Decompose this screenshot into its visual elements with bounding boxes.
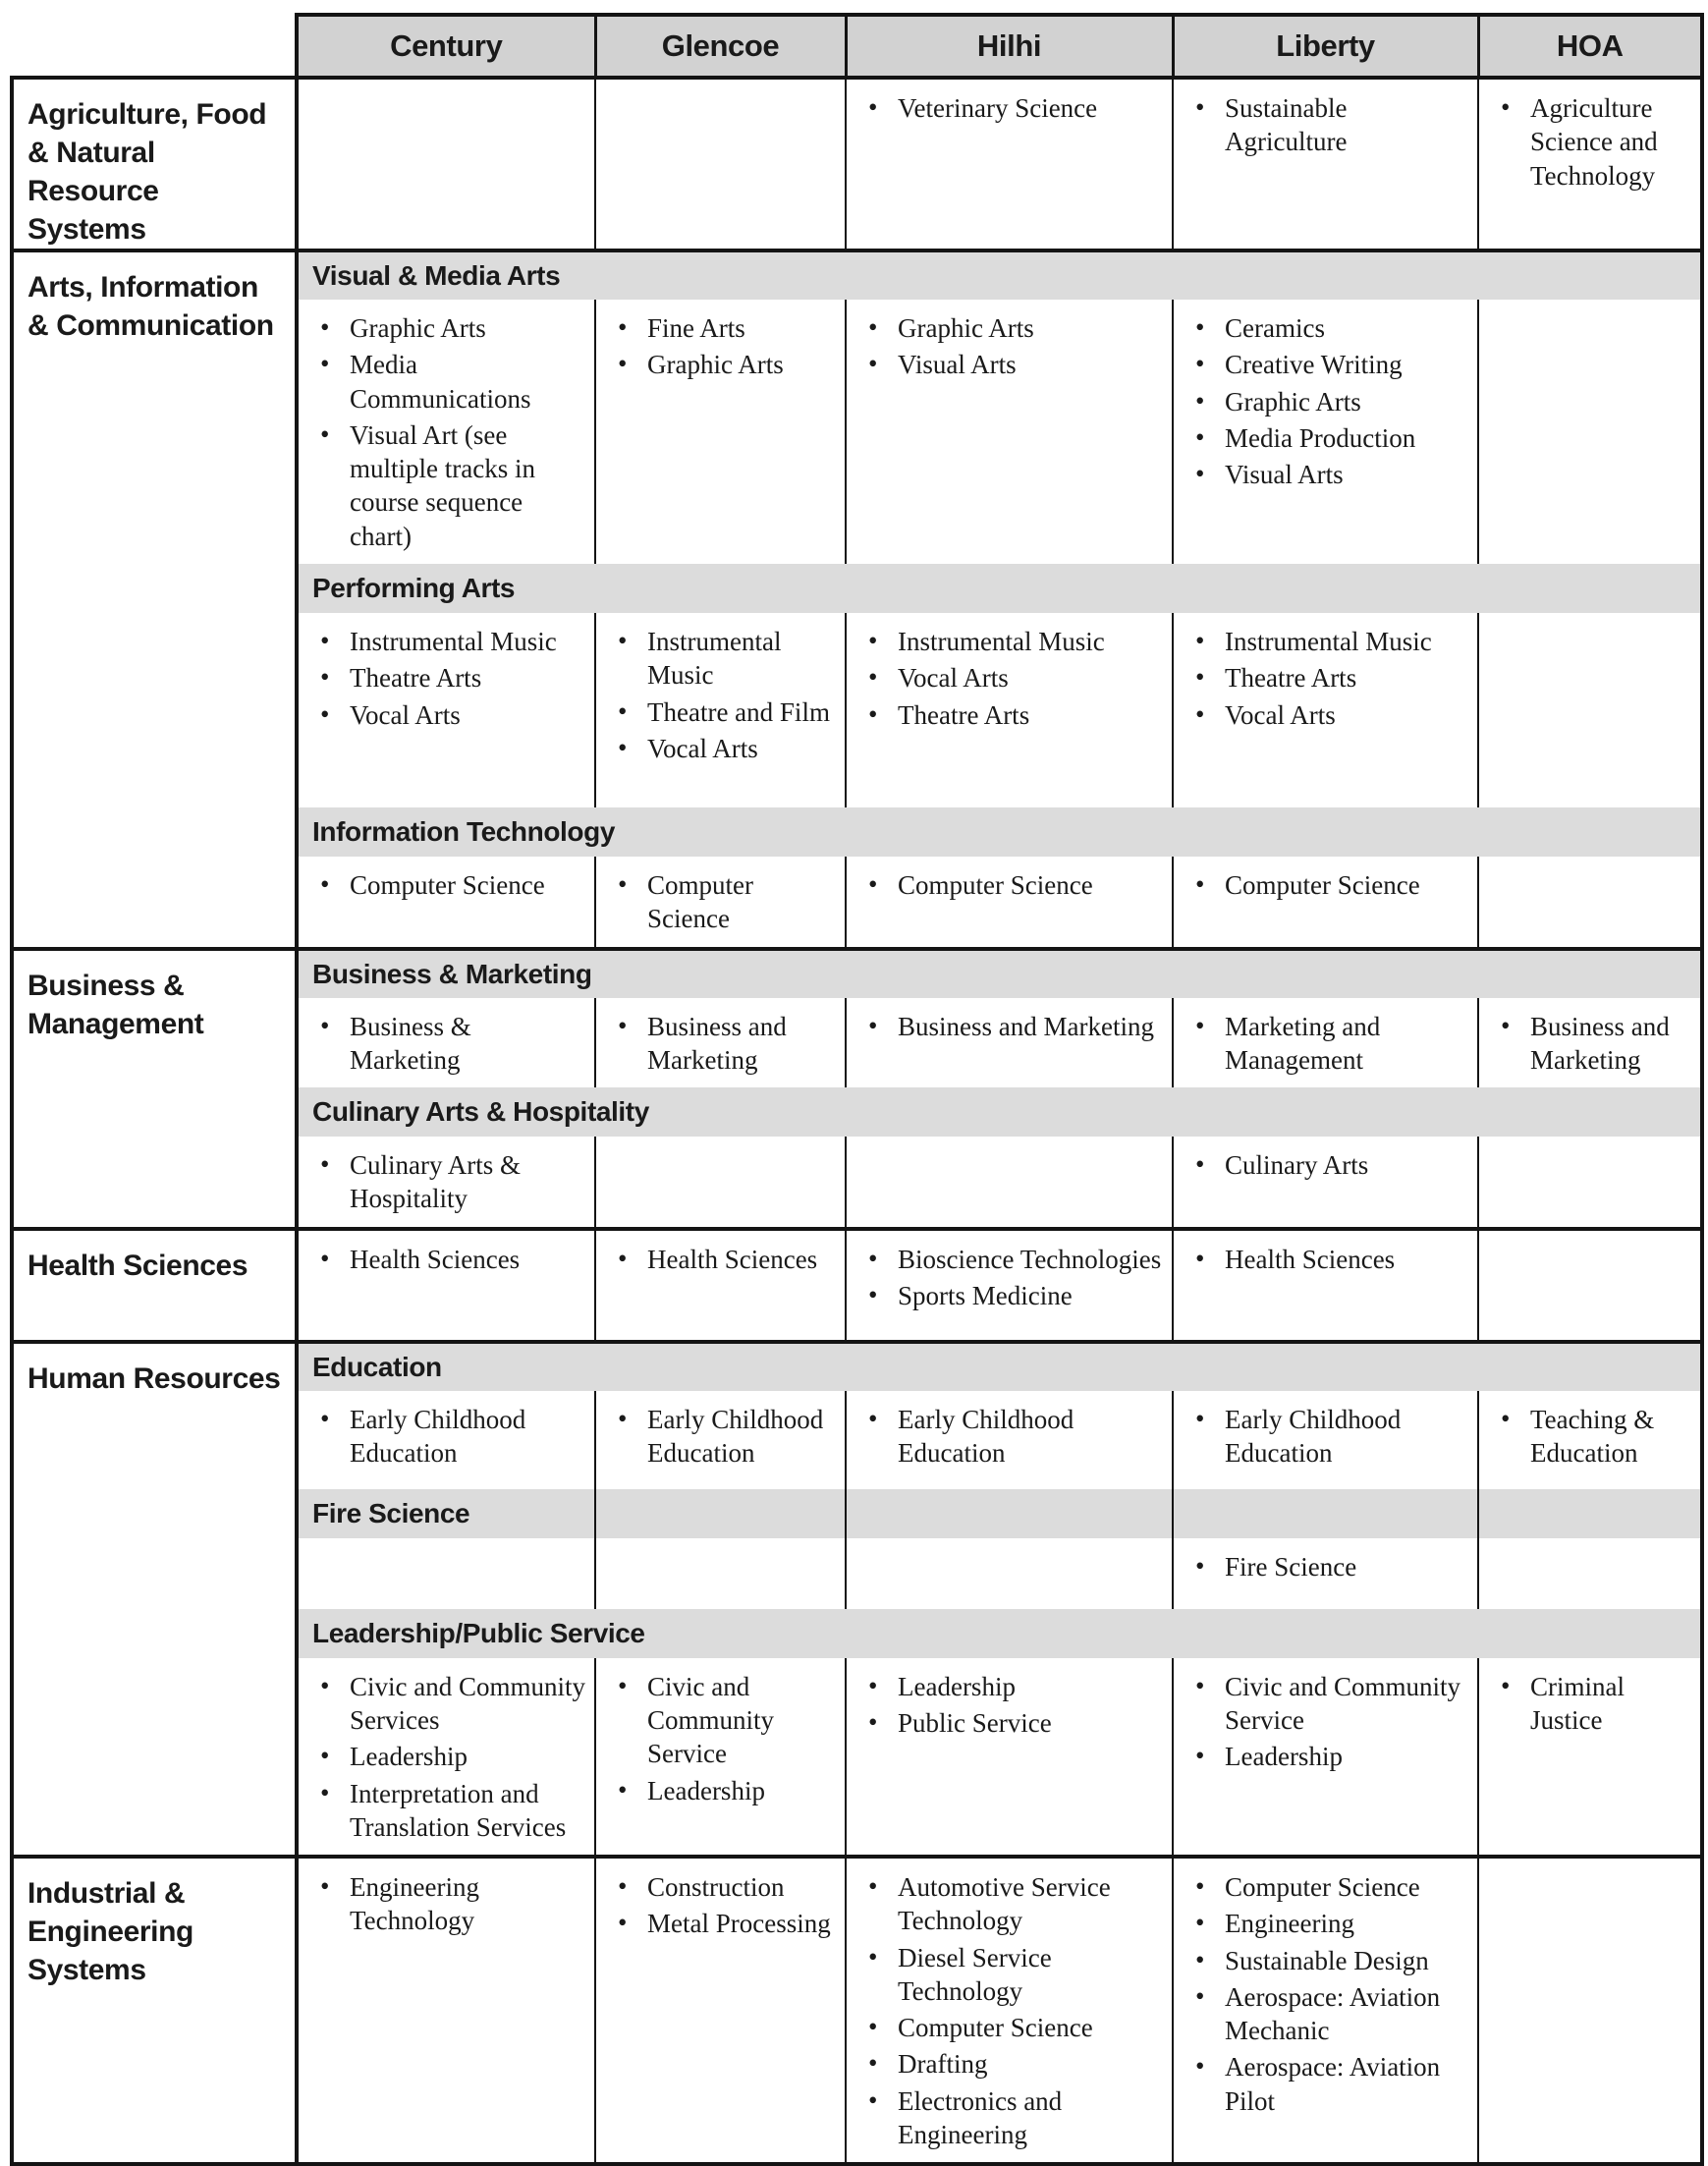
program-list bbox=[1174, 311, 1469, 491]
program-item: • Business and Marketing bbox=[596, 1010, 837, 1078]
program-item: • Metal Processing bbox=[596, 1907, 837, 1940]
program-item: • Theatre and Film bbox=[596, 695, 837, 729]
cell-agriculture-glencoe bbox=[595, 78, 846, 250]
program-list bbox=[596, 1403, 837, 1471]
program-list bbox=[1174, 1550, 1469, 1583]
program-item: • Instrumental Music bbox=[847, 625, 1164, 658]
program-item: • Early Childhood Education bbox=[847, 1403, 1164, 1471]
cell-bm-liberty bbox=[1173, 998, 1478, 1088]
cell-education-hilhi bbox=[846, 1391, 1173, 1489]
program-item: • Automotive Service Technology bbox=[847, 1870, 1164, 1938]
program-item: • Vocal Arts bbox=[299, 698, 586, 732]
cell-industrial-hilhi bbox=[846, 1857, 1173, 2164]
program-item: • Health Sciences bbox=[1174, 1243, 1469, 1276]
program-list bbox=[1479, 91, 1692, 193]
program-item: • Fine Arts bbox=[596, 311, 837, 345]
program-item: • Civic and Community Service bbox=[596, 1670, 837, 1771]
program-item: • Visual Art (see multiple tracks in course sequence chart) bbox=[299, 418, 586, 553]
cell-fire-glencoe bbox=[595, 1538, 846, 1609]
program-list bbox=[847, 311, 1164, 382]
cell-bm-hoa bbox=[1478, 998, 1702, 1088]
program-list bbox=[847, 625, 1164, 732]
program-list bbox=[299, 1010, 586, 1078]
corner-cell bbox=[12, 15, 297, 78]
program-item: • Engineering bbox=[1174, 1907, 1469, 1940]
program-item: • Graphic Arts bbox=[1174, 385, 1469, 418]
category-label-arts: Arts, Information & Communication bbox=[12, 250, 297, 949]
program-item: • Computer Science bbox=[1174, 868, 1469, 902]
column-header-century: Century bbox=[297, 15, 595, 78]
program-list bbox=[299, 1403, 586, 1471]
cte-programs-table bbox=[10, 13, 1704, 2166]
cell-culinary-liberty bbox=[1173, 1137, 1478, 1229]
subheader-leadership: Leadership/Public Service bbox=[297, 1609, 1702, 1658]
cell-health-hoa bbox=[1478, 1229, 1702, 1342]
program-list bbox=[847, 1243, 1164, 1313]
program-item: • Health Sciences bbox=[596, 1243, 837, 1276]
cell-pa-glencoe bbox=[595, 613, 846, 807]
cell-fire-hoa bbox=[1478, 1538, 1702, 1609]
cell-vma-glencoe bbox=[595, 300, 846, 564]
program-item: • Leadership bbox=[299, 1740, 586, 1773]
program-item: • Drafting bbox=[847, 2047, 1164, 2081]
program-item: • Culinary Arts & Hospitality bbox=[299, 1148, 586, 1216]
cell-fire-hilhi bbox=[846, 1538, 1173, 1609]
program-item: • Criminal Justice bbox=[1479, 1670, 1692, 1738]
program-item: • Sustainable Design bbox=[1174, 1944, 1469, 1977]
program-list bbox=[847, 1403, 1164, 1471]
header-row bbox=[12, 15, 1702, 78]
program-item: • Computer Science bbox=[596, 868, 837, 936]
cell-agriculture-hilhi bbox=[846, 78, 1173, 250]
cell-education-glencoe bbox=[595, 1391, 846, 1489]
cell-health-century bbox=[297, 1229, 595, 1342]
cell-industrial-glencoe bbox=[595, 1857, 846, 2164]
cell-it-glencoe bbox=[595, 857, 846, 949]
column-header-liberty: Liberty bbox=[1173, 15, 1478, 78]
section-agriculture-row bbox=[12, 78, 1702, 250]
program-item: • Civic and Community Services bbox=[299, 1670, 586, 1738]
subheader-row bbox=[12, 1342, 1702, 1391]
category-label-health: Health Sciences bbox=[12, 1229, 297, 1342]
program-list bbox=[299, 625, 586, 732]
subheader-fire-science-cell bbox=[595, 1489, 846, 1538]
program-list bbox=[299, 1148, 586, 1216]
program-list bbox=[596, 625, 837, 765]
program-item: • Media Communications bbox=[299, 348, 586, 416]
subheader-business-marketing: Business & Marketing bbox=[297, 949, 1702, 998]
program-item: • Sports Medicine bbox=[847, 1279, 1164, 1312]
program-item: • Theatre Arts bbox=[299, 661, 586, 694]
program-list bbox=[596, 1010, 837, 1078]
subheader-visual-media-arts: Visual & Media Arts bbox=[297, 250, 1702, 300]
program-item: • Aerospace: Aviation Pilot bbox=[1174, 2050, 1469, 2118]
cell-fire-liberty bbox=[1173, 1538, 1478, 1609]
program-item: • Instrumental Music bbox=[299, 625, 586, 658]
program-item: • Diesel Service Technology bbox=[847, 1941, 1164, 2009]
program-list bbox=[1174, 1403, 1469, 1471]
category-label-business: Business & Management bbox=[12, 949, 297, 1229]
program-list bbox=[847, 91, 1164, 125]
subheader-fire-science-cell bbox=[1173, 1489, 1478, 1538]
program-item: • Early Childhood Education bbox=[1174, 1403, 1469, 1471]
program-item: • Leadership bbox=[847, 1670, 1164, 1703]
program-item: • Electronics and Engineering bbox=[847, 2084, 1164, 2152]
program-list bbox=[299, 868, 586, 902]
program-item: • Ceramics bbox=[1174, 311, 1469, 345]
program-item: • Engineering Technology bbox=[299, 1870, 586, 1938]
cell-culinary-century bbox=[297, 1137, 595, 1229]
program-item: • Visual Arts bbox=[847, 348, 1164, 381]
program-item: • Instrumental Music bbox=[596, 625, 837, 693]
program-item: • Business and Marketing bbox=[1479, 1010, 1692, 1078]
program-item: • Visual Arts bbox=[1174, 458, 1469, 491]
program-item: • Bioscience Technologies bbox=[847, 1243, 1164, 1276]
program-list bbox=[596, 1870, 837, 1941]
program-item: • Leadership bbox=[596, 1774, 837, 1807]
subheader-fire-science-cell bbox=[846, 1489, 1173, 1538]
program-item: • Interpretation and Translation Services bbox=[299, 1777, 586, 1845]
subheader-fire-science-cell bbox=[1478, 1489, 1702, 1538]
program-item: • Business & Marketing bbox=[299, 1010, 586, 1078]
category-label-agriculture: Agriculture, Food & Natural Resource Systems bbox=[12, 78, 297, 250]
program-item: • Creative Writing bbox=[1174, 348, 1469, 381]
subheader-education: Education bbox=[297, 1342, 1702, 1391]
program-item: • Agriculture Science and Technology bbox=[1479, 91, 1692, 193]
program-list bbox=[299, 1243, 586, 1276]
program-item: • Business and Marketing bbox=[847, 1010, 1164, 1043]
program-list bbox=[1174, 91, 1469, 159]
program-list bbox=[596, 311, 837, 382]
program-list bbox=[596, 1670, 837, 1807]
cell-industrial-century bbox=[297, 1857, 595, 2164]
cell-pa-liberty bbox=[1173, 613, 1478, 807]
cell-leadership-century bbox=[297, 1658, 595, 1857]
cell-pa-century bbox=[297, 613, 595, 807]
cell-education-century bbox=[297, 1391, 595, 1489]
subheader-performing-arts: Performing Arts bbox=[297, 564, 1702, 613]
program-item: • Instrumental Music bbox=[1174, 625, 1469, 658]
program-item: • Theatre Arts bbox=[1174, 661, 1469, 694]
program-list bbox=[1174, 1148, 1469, 1182]
cell-it-liberty bbox=[1173, 857, 1478, 949]
subheader-fire-science: Fire Science bbox=[297, 1489, 595, 1538]
program-list bbox=[1479, 1670, 1692, 1738]
program-list bbox=[1479, 1403, 1692, 1471]
program-list bbox=[847, 1870, 1164, 2151]
program-list bbox=[299, 1870, 586, 1938]
cell-leadership-hoa bbox=[1478, 1658, 1702, 1857]
program-item: • Computer Science bbox=[1174, 1870, 1469, 1904]
cell-vma-liberty bbox=[1173, 300, 1478, 564]
subheader-information-technology: Information Technology bbox=[297, 807, 1702, 857]
cell-it-hilhi bbox=[846, 857, 1173, 949]
cell-pa-hoa bbox=[1478, 613, 1702, 807]
cell-culinary-hilhi bbox=[846, 1137, 1173, 1229]
cell-education-hoa bbox=[1478, 1391, 1702, 1489]
program-item: • Marketing and Management bbox=[1174, 1010, 1469, 1078]
cell-pa-hilhi bbox=[846, 613, 1173, 807]
cell-fire-century bbox=[297, 1538, 595, 1609]
program-item: • Veterinary Science bbox=[847, 91, 1164, 125]
cell-agriculture-liberty bbox=[1173, 78, 1478, 250]
program-list bbox=[1174, 1870, 1469, 2118]
cell-vma-hoa bbox=[1478, 300, 1702, 564]
program-item: • Construction bbox=[596, 1870, 837, 1904]
program-item: • Health Sciences bbox=[299, 1243, 586, 1276]
program-list bbox=[299, 1670, 586, 1844]
program-item: • Fire Science bbox=[1174, 1550, 1469, 1583]
program-item: • Theatre Arts bbox=[847, 698, 1164, 732]
column-header-hilhi: Hilhi bbox=[846, 15, 1173, 78]
program-item: • Public Service bbox=[847, 1706, 1164, 1740]
cell-health-glencoe bbox=[595, 1229, 846, 1342]
program-list bbox=[847, 1670, 1164, 1741]
category-label-human-resources: Human Resources bbox=[12, 1342, 297, 1857]
cell-culinary-glencoe bbox=[595, 1137, 846, 1229]
program-item: • Early Childhood Education bbox=[299, 1403, 586, 1471]
program-item: • Computer Science bbox=[847, 868, 1164, 902]
program-list bbox=[847, 1010, 1164, 1043]
section-industrial-row bbox=[12, 1857, 1702, 2164]
cell-agriculture-century bbox=[297, 78, 595, 250]
cell-vma-hilhi bbox=[846, 300, 1173, 564]
program-item: • Graphic Arts bbox=[299, 311, 586, 345]
program-item: • Media Production bbox=[1174, 421, 1469, 455]
subheader-culinary: Culinary Arts & Hospitality bbox=[297, 1087, 1702, 1137]
column-header-glencoe: Glencoe bbox=[595, 15, 846, 78]
program-list bbox=[1174, 868, 1469, 902]
program-item: • Computer Science bbox=[847, 2011, 1164, 2044]
program-item: • Computer Science bbox=[299, 868, 586, 902]
program-list bbox=[596, 1243, 837, 1276]
cell-culinary-hoa bbox=[1478, 1137, 1702, 1229]
program-item: • Vocal Arts bbox=[847, 661, 1164, 694]
program-item: • Sustainable Agriculture bbox=[1174, 91, 1469, 159]
category-label-industrial: Industrial & Engineering Systems bbox=[12, 1857, 297, 2164]
cell-vma-century bbox=[297, 300, 595, 564]
cell-industrial-liberty bbox=[1173, 1857, 1478, 2164]
cell-leadership-glencoe bbox=[595, 1658, 846, 1857]
program-list bbox=[299, 311, 586, 553]
program-item: • Leadership bbox=[1174, 1740, 1469, 1773]
cell-industrial-hoa bbox=[1478, 1857, 1702, 2164]
program-item: • Graphic Arts bbox=[596, 348, 837, 381]
program-item: • Teaching & Education bbox=[1479, 1403, 1692, 1471]
cell-health-hilhi bbox=[846, 1229, 1173, 1342]
program-list bbox=[1174, 625, 1469, 732]
cell-it-century bbox=[297, 857, 595, 949]
cell-leadership-hilhi bbox=[846, 1658, 1173, 1857]
cell-health-liberty bbox=[1173, 1229, 1478, 1342]
program-item: • Aerospace: Aviation Mechanic bbox=[1174, 1980, 1469, 2048]
cell-leadership-liberty bbox=[1173, 1658, 1478, 1857]
program-list bbox=[847, 868, 1164, 902]
section-health-row bbox=[12, 1229, 1702, 1342]
program-list bbox=[1174, 1010, 1469, 1078]
subheader-row bbox=[12, 250, 1702, 300]
subheader-row bbox=[12, 949, 1702, 998]
cell-education-liberty bbox=[1173, 1391, 1478, 1489]
program-item: • Graphic Arts bbox=[847, 311, 1164, 345]
program-list bbox=[1479, 1010, 1692, 1078]
program-item: • Culinary Arts bbox=[1174, 1148, 1469, 1182]
program-item: • Vocal Arts bbox=[1174, 698, 1469, 732]
program-item: • Early Childhood Education bbox=[596, 1403, 837, 1471]
cell-it-hoa bbox=[1478, 857, 1702, 949]
column-header-hoa: HOA bbox=[1478, 15, 1702, 78]
cell-bm-hilhi bbox=[846, 998, 1173, 1088]
cell-bm-century bbox=[297, 998, 595, 1088]
program-item: • Vocal Arts bbox=[596, 732, 837, 765]
program-list bbox=[596, 868, 837, 936]
program-list bbox=[1174, 1243, 1469, 1276]
program-list bbox=[1174, 1670, 1469, 1774]
cell-bm-glencoe bbox=[595, 998, 846, 1088]
cell-agriculture-hoa bbox=[1478, 78, 1702, 250]
program-item: • Civic and Community Service bbox=[1174, 1670, 1469, 1738]
